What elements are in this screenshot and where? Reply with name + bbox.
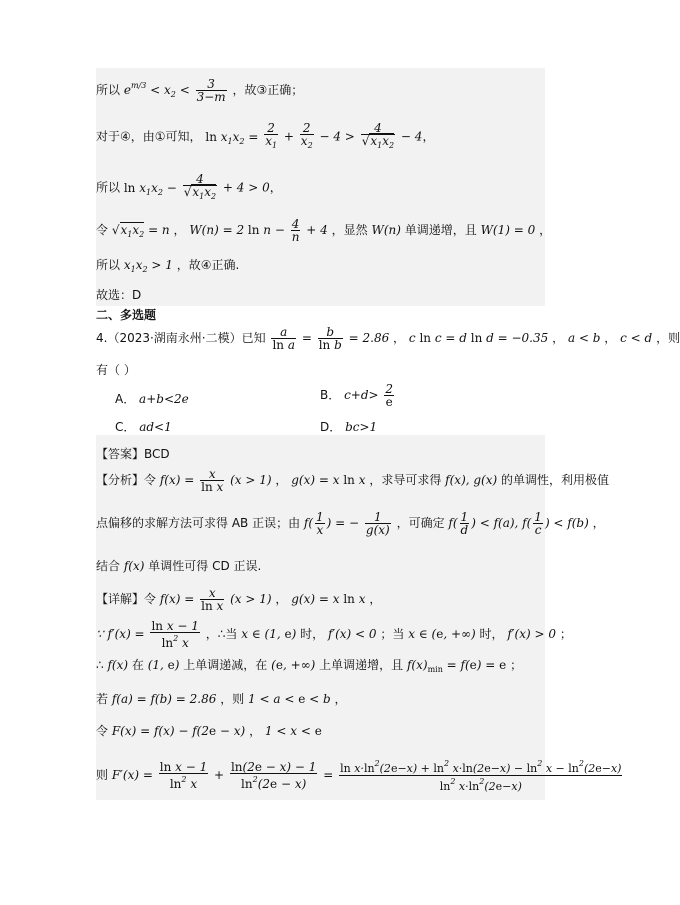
- option-d: D． bc>1: [320, 420, 378, 434]
- sol-line-3: 所以 $\ln x_1x_2$ − $\frac{4}{√x_1x_2}$ + 4 > 0，: [96, 172, 282, 201]
- option-c: C． ad<1: [115, 420, 172, 434]
- sol-choice: 故选：D: [96, 288, 142, 302]
- detail-line-3: ∴ f(x) 在 (1, e) 上单调递减，在 (e, +∞) 上单调递增，且 $f(x)_{min} = f(e) = e$ ；: [96, 658, 523, 674]
- question-line-1: 4.（2023·湖南永州·二模）已知 $\frac{a}{\text{ln a}}$ = $\frac{b}{\text{ln b}}$ = 2.86 ， c ln c = d ln d = −0.35 ， a < b ， c < d ，则: [96, 325, 680, 352]
- detail-line-5: 令 F(x) = f(x) − f(2e − x) ， 1 < x < e: [96, 724, 322, 738]
- sol-line-1: 所以 $e^{m/3} < x_2$ < $\frac{3}{3-m}$ ，故③正确；: [96, 77, 304, 104]
- sol-line-4: 令 $√x_1x_2 = n$ ， W(n) = 2 ln n − $\frac{4}{n}$ + 4 ，显然 W(n) 单调递增，且 W(1) = 0 ，: [96, 217, 552, 244]
- sol-line-2: 对于④，由①可知， $\ln x_1x_2$ = $\frac{2}{x_1}$ + $\frac{2}{x_2}$ − 4 > $\frac{4}{√x_1x_2}$ − 4，: [96, 121, 435, 150]
- analysis-line-3: 结合 f(x) 单调性可得 CD 正误.: [96, 559, 262, 573]
- detail-line-4: 若 f(a) = f(b) = 2.86 ，则 1 < a < e < b ，: [96, 692, 347, 706]
- question-line-2: 有（ ）: [96, 363, 136, 377]
- option-a: A． a+b<2e: [115, 392, 189, 406]
- option-b: B． c+d> $\frac{2}{e}$: [320, 382, 394, 409]
- analysis-line-1: 【分析】令 f(x) = $\frac{x}{\text{ln x}}$ (x > 1) ， g(x) = x ln x ，求导可求得 f(x), g(x) 的单调性，利用极值: [96, 467, 610, 494]
- sol-line-5: 所以 $x_1x_2 > 1$ ，故④正确.: [96, 258, 240, 274]
- analysis-line-2: 点偏移的求解方法可求得 AB 正误；由 f( $\frac{1}{x}$ ) = − $\frac{1}{g(x)}$ ，可确定 f( $\frac{1}{d}$ ) < f(a), f( $\frac{1}{c}$ ) < f(b) ，: [96, 510, 605, 537]
- detail-line-2: ∵ f′(x) = $\frac{\text{ln x − 1}}{\ln^2 x}$ ，∴当 x ∈ (1, e) 时， f′(x) < 0 ；当 x ∈ (e, +∞) 时， f′(x) > 0 ；: [96, 619, 572, 650]
- detail-line-1: 【详解】令 f(x) = $\frac{x}{\text{ln x}}$ (x > 1) ， g(x) = x ln x ，: [96, 586, 382, 613]
- detail-line-6: 则 F′(x) = $\frac{\text{ln x − 1}}{\ln^2 x}$ + $\frac{\ln(2e - x) - 1}{\ln^2(2e - x)}$ = $\frac{\ln x\cdot\ln^2(2e-x) + \ln^2 x\cdot\ln(2e-x) - \ln^2 x - \ln^2(2e-x)}{\ln^2 x\cdot\ln^2(2e-x)}$: [96, 759, 622, 793]
- section-title: 二、多选题: [96, 308, 157, 322]
- answer-label: 【答案】BCD: [96, 447, 170, 461]
